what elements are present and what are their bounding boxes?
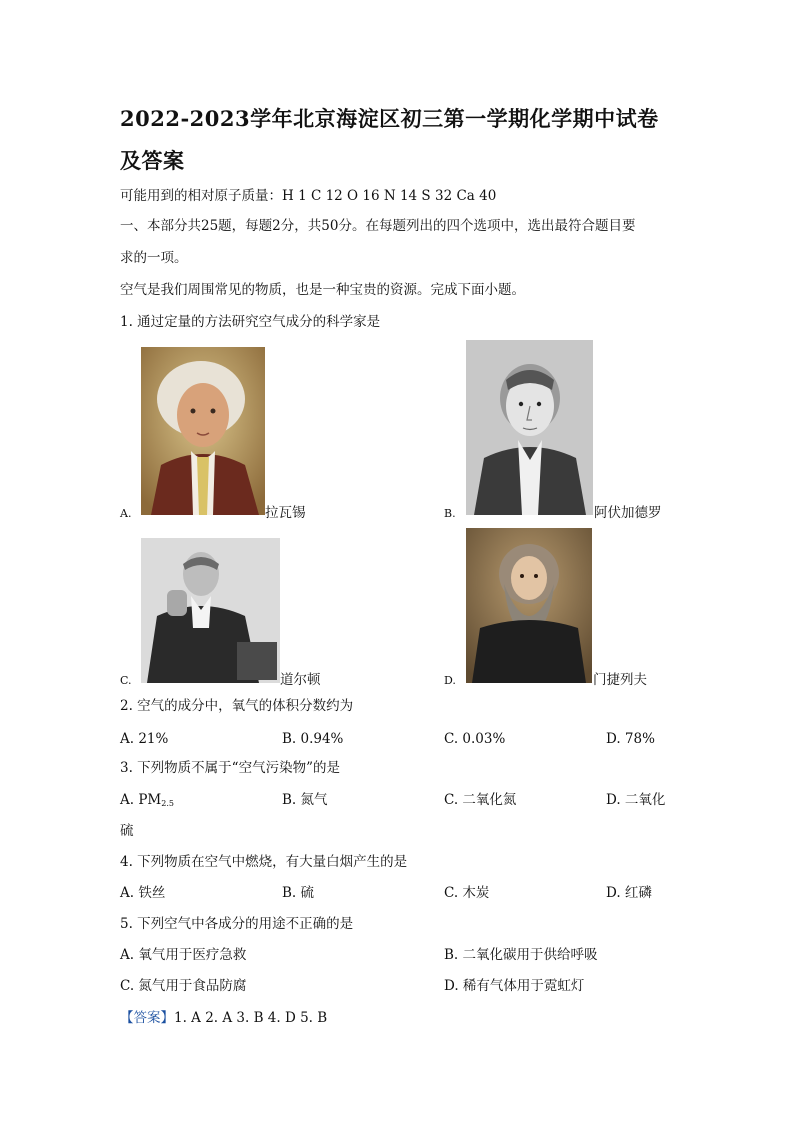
q1-option-b-letter: B. xyxy=(444,507,456,520)
q4-option-d: D. 红磷 xyxy=(606,885,652,901)
q3-option-d: D. 二氧化 xyxy=(606,792,666,808)
question-1-stem: 1. 通过定量的方法研究空气成分的科学家是 xyxy=(120,314,381,330)
lavoisier-portrait-image xyxy=(141,347,265,515)
q3-option-c: C. 二氧化氮 xyxy=(444,792,517,808)
question-2-stem: 2. 空气的成分中，氧气的体积分数约为 xyxy=(120,698,354,714)
q4-option-a: A. 铁丝 xyxy=(120,885,166,901)
q4-option-b: B. 硫 xyxy=(282,885,315,901)
q1-option-b-label: 阿伏加德罗 xyxy=(594,505,662,521)
atomic-mass-line: 可能用到的相对原子质量：H 1 C 12 O 16 N 14 S 32 Ca 40 xyxy=(120,188,497,204)
q1-option-a-letter: A. xyxy=(120,507,132,520)
q1-option-d-label: 门捷列夫 xyxy=(593,672,647,688)
q3-option-a xyxy=(120,790,174,814)
q3-option-a-text: A. PM xyxy=(120,792,162,808)
question-4-stem: 4. 下列物质在空气中燃烧，有大量白烟产生的是 xyxy=(120,854,408,870)
q3-option-d-continued: 硫 xyxy=(120,823,134,839)
dalton-portrait-image xyxy=(141,538,280,683)
question-3-stem: 3. 下列物质不属于“空气污染物”的是 xyxy=(120,760,340,776)
q3-option-a-subscript: 2.5 xyxy=(161,799,174,808)
section-instruction-line1: 一、本部分共25题，每题2分，共50分。在每题列出的四个选项中，选出最符合题目要 xyxy=(120,218,636,234)
q5-option-b: B. 二氧化碳用于供给呼吸 xyxy=(444,947,598,963)
avogadro-portrait-image xyxy=(466,340,593,515)
q1-option-c-letter: C. xyxy=(120,674,132,687)
mendeleev-portrait-image xyxy=(466,528,592,683)
q2-option-a: A. 21% xyxy=(120,731,169,747)
q1-option-c-label: 道尔顿 xyxy=(280,672,321,688)
q5-option-c: C. 氮气用于食品防腐 xyxy=(120,978,247,994)
q3-option-b: B. 氮气 xyxy=(282,792,328,808)
document-title: 2022-2023学年北京海淀区初三第一学期化学期中试卷及答案 xyxy=(120,106,659,173)
answer-line xyxy=(120,1008,327,1028)
answer-text: 1. A 2. A 3. B 4. D 5. B xyxy=(174,1010,328,1026)
section-instruction-line2: 求的一项。 xyxy=(120,250,188,266)
q5-option-a: A. 氧气用于医疗急救 xyxy=(120,947,247,963)
q5-option-d: D. 稀有气体用于霓虹灯 xyxy=(444,978,585,994)
q4-option-c: C. 木炭 xyxy=(444,885,490,901)
passage-intro: 空气是我们周围常见的物质，也是一种宝贵的资源。完成下面小题。 xyxy=(120,282,525,298)
answer-tag: 【答案】 xyxy=(120,1010,174,1026)
q2-option-c: C. 0.03% xyxy=(444,731,506,747)
q2-option-b: B. 0.94% xyxy=(282,731,344,747)
q1-option-a-label: 拉瓦锡 xyxy=(265,505,306,521)
q2-option-d: D. 78% xyxy=(606,731,655,747)
question-5-stem: 5. 下列空气中各成分的用途不正确的是 xyxy=(120,916,354,932)
q1-option-d-letter: D. xyxy=(444,674,456,687)
